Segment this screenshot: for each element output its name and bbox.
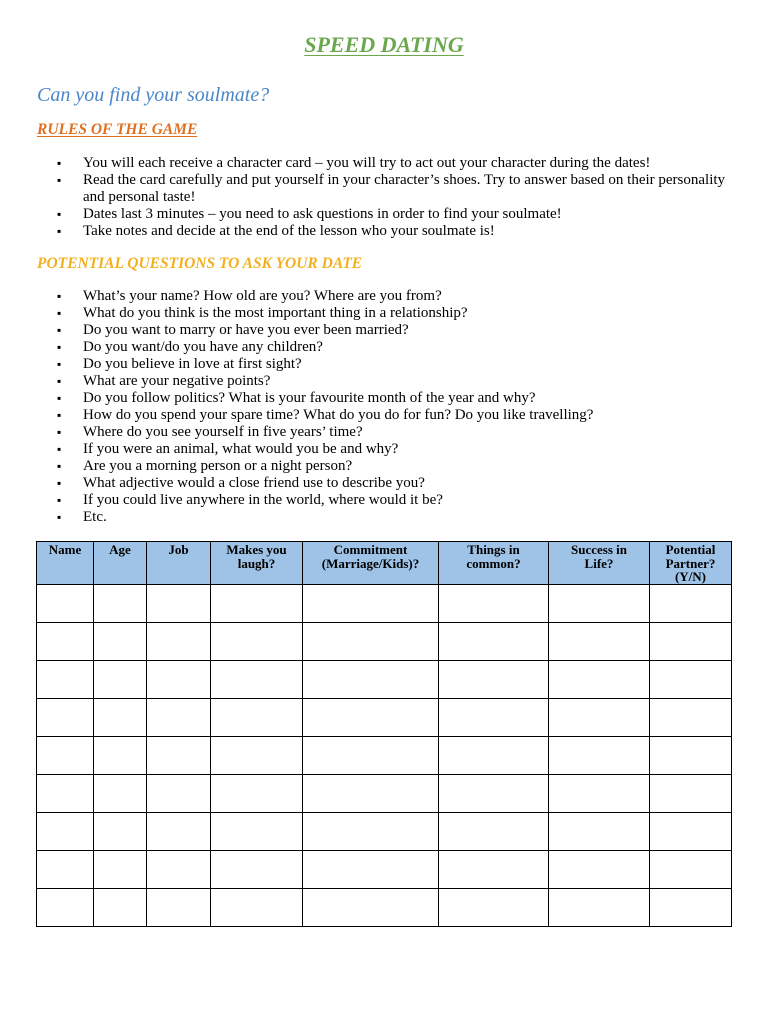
questions-item-text: What are your negative points? (83, 373, 271, 389)
table-cell[interactable] (650, 737, 732, 775)
rules-item (57, 172, 737, 206)
rules-item-text: Dates last 3 minutes – you need to ask questions in order to find your soulmate! (83, 206, 562, 222)
rules-item-text: You will each receive a character card – you will try to act out your character during the dates! (83, 155, 651, 171)
table-cell[interactable] (303, 737, 439, 775)
table-cell[interactable] (549, 661, 650, 699)
questions-item (57, 424, 737, 441)
table-cell[interactable] (211, 889, 303, 927)
table-cell[interactable] (94, 775, 147, 813)
bullet-icon: ▪ (57, 493, 62, 507)
table-cell[interactable] (94, 851, 147, 889)
table-cell[interactable] (549, 851, 650, 889)
table-cell[interactable] (650, 889, 732, 927)
table-cell[interactable] (94, 585, 147, 623)
table-cell[interactable] (439, 623, 549, 661)
column-header (94, 542, 147, 585)
questions-item-text: Are you a morning person or a night person? (83, 458, 353, 474)
column-header (147, 542, 211, 585)
table-cell[interactable] (650, 585, 732, 623)
bullet-icon: ▪ (57, 476, 62, 490)
bullet-icon: ▪ (57, 391, 62, 405)
questions-item-text: Do you want/do you have any children? (83, 339, 323, 355)
bullet-icon: ▪ (57, 289, 62, 303)
table-cell[interactable] (650, 775, 732, 813)
table-cell[interactable] (37, 661, 94, 699)
questions-item (57, 407, 737, 424)
table-cell[interactable] (650, 813, 732, 851)
table-cell[interactable] (549, 737, 650, 775)
column-header-line: laugh? (237, 555, 276, 571)
column-header (211, 542, 303, 585)
bullet-icon: ▪ (57, 306, 62, 320)
table-cell[interactable] (439, 889, 549, 927)
table-cell[interactable] (211, 623, 303, 661)
bullet-icon: ▪ (57, 408, 62, 422)
table-cell[interactable] (303, 585, 439, 623)
table-row (37, 889, 732, 927)
questions-list (57, 288, 737, 526)
table-cell[interactable] (94, 623, 147, 661)
table-cell[interactable] (650, 851, 732, 889)
bullet-icon: ▪ (57, 459, 62, 473)
bullet-icon: ▪ (57, 224, 62, 238)
rules-heading: RULES OF THE GAME (37, 121, 198, 138)
questions-item (57, 339, 737, 356)
table-cell[interactable] (211, 775, 303, 813)
table-cell[interactable] (549, 623, 650, 661)
column-header (439, 542, 549, 585)
table-cell[interactable] (211, 851, 303, 889)
rules-item (57, 155, 737, 172)
bullet-icon: ▪ (57, 510, 62, 524)
bullet-icon: ▪ (57, 442, 62, 456)
column-header-line: Things in (467, 542, 520, 557)
questions-item (57, 322, 737, 339)
column-header-line: Life? (584, 555, 614, 571)
table-cell[interactable] (211, 661, 303, 699)
table-cell[interactable] (37, 737, 94, 775)
table-cell[interactable] (94, 661, 147, 699)
table-cell[interactable] (549, 699, 650, 737)
table-cell[interactable] (147, 851, 211, 889)
column-header (303, 542, 439, 585)
table-cell[interactable] (94, 699, 147, 737)
bullet-icon: ▪ (57, 173, 62, 187)
table-cell[interactable] (211, 585, 303, 623)
bullet-icon: ▪ (57, 425, 62, 439)
questions-item (57, 475, 737, 492)
bullet-icon: ▪ (57, 323, 62, 337)
page-subtitle: Can you find your soulmate? (37, 84, 270, 106)
column-header (549, 542, 650, 585)
table-cell[interactable] (439, 813, 549, 851)
table-cell[interactable] (211, 737, 303, 775)
questions-item (57, 441, 737, 458)
rules-list (57, 155, 737, 240)
questions-item-text: If you were an animal, what would you be and why? (83, 441, 399, 457)
bullet-icon: ▪ (57, 357, 62, 371)
table-row (37, 623, 732, 661)
table-cell[interactable] (211, 699, 303, 737)
table-row (37, 737, 732, 775)
table-cell[interactable] (439, 661, 549, 699)
column-header-line: Name (48, 542, 82, 557)
questions-item (57, 492, 737, 509)
table-cell[interactable] (94, 813, 147, 851)
table-cell[interactable] (37, 775, 94, 813)
table-cell[interactable] (37, 699, 94, 737)
table-row (37, 851, 732, 889)
table-cell[interactable] (650, 661, 732, 699)
table-cell[interactable] (147, 585, 211, 623)
table-cell[interactable] (94, 737, 147, 775)
table-cell[interactable] (650, 623, 732, 661)
questions-item (57, 305, 737, 322)
table-cell[interactable] (303, 699, 439, 737)
column-header-line: Job (168, 542, 189, 557)
column-header-line: Makes you (226, 542, 287, 557)
table-cell[interactable] (303, 889, 439, 927)
bullet-icon: ▪ (57, 340, 62, 354)
rules-item-text: Read the card carefully and put yourself in your character’s shoes. Try to answer based on their personality and personal taste! (83, 172, 726, 205)
table-cell[interactable] (439, 699, 549, 737)
table-cell[interactable] (549, 775, 650, 813)
table-cell[interactable] (549, 585, 650, 623)
table-cell[interactable] (439, 851, 549, 889)
table-cell[interactable] (147, 889, 211, 927)
table-cell[interactable] (37, 851, 94, 889)
column-header-line: common? (466, 555, 521, 571)
questions-item (57, 390, 737, 407)
questions-item-text: If you could live anywhere in the world, where would it be? (83, 492, 443, 508)
column-header-line: Commitment (333, 542, 408, 557)
table-cell[interactable] (37, 623, 94, 661)
bullet-icon: ▪ (57, 156, 62, 170)
speed-dating-notes-table (36, 541, 732, 927)
rules-item (57, 223, 737, 240)
questions-item-text: What adjective would a close friend use to describe you? (83, 475, 425, 491)
table-cell[interactable] (439, 737, 549, 775)
table-cell[interactable] (439, 585, 549, 623)
table-cell[interactable] (303, 661, 439, 699)
questions-item-text: Do you follow politics? What is your favourite month of the year and why? (83, 390, 536, 406)
table-cell[interactable] (147, 623, 211, 661)
table-cell[interactable] (439, 775, 549, 813)
table-cell[interactable] (549, 813, 650, 851)
table-row (37, 585, 732, 623)
questions-item (57, 509, 737, 526)
table-cell[interactable] (37, 813, 94, 851)
table-cell[interactable] (37, 585, 94, 623)
column-header (37, 542, 94, 585)
questions-item-text: Where do you see yourself in five years’ time? (83, 424, 363, 440)
table-row (37, 661, 732, 699)
table-cell[interactable] (650, 699, 732, 737)
page-title: SPEED DATING (304, 32, 464, 57)
column-header-line: Age (109, 542, 131, 557)
table-cell[interactable] (549, 889, 650, 927)
table-body (37, 585, 732, 927)
table-cell[interactable] (303, 813, 439, 851)
column-header-line: (Y/N) (674, 569, 707, 584)
column-header-line: Potential (665, 542, 716, 557)
rules-item-text: Take notes and decide at the end of the lesson who your soulmate is! (83, 223, 495, 239)
column-header-line: Partner? (665, 555, 716, 571)
table-header-row (37, 542, 732, 585)
column-header-line: Success in (571, 542, 627, 557)
questions-item-text: Do you want to marry or have you ever been married? (83, 322, 409, 338)
questions-item (57, 373, 737, 390)
table-cell[interactable] (147, 813, 211, 851)
questions-item-text: Do you believe in love at first sight? (83, 356, 302, 372)
table-cell[interactable] (147, 737, 211, 775)
questions-item (57, 458, 737, 475)
table-row (37, 775, 732, 813)
column-header-line: (Marriage/Kids)? (321, 555, 420, 571)
questions-heading: POTENTIAL QUESTIONS TO ASK YOUR DATE (37, 255, 363, 272)
bullet-icon: ▪ (57, 207, 62, 221)
table-cell[interactable] (147, 661, 211, 699)
rules-item (57, 206, 737, 223)
table-cell[interactable] (94, 889, 147, 927)
table-row (37, 699, 732, 737)
questions-item-text: What do you think is the most important thing in a relationship? (83, 305, 468, 321)
bullet-icon: ▪ (57, 374, 62, 388)
table-cell[interactable] (147, 699, 211, 737)
column-header (650, 542, 732, 585)
table-cell[interactable] (37, 889, 94, 927)
questions-item-text: How do you spend your spare time? What do you do for fun? Do you like travelling? (83, 407, 594, 423)
table-cell[interactable] (303, 851, 439, 889)
table-cell[interactable] (303, 623, 439, 661)
questions-item-text: What’s your name? How old are you? Where are you from? (83, 288, 442, 304)
table-cell[interactable] (211, 813, 303, 851)
table-cell[interactable] (147, 775, 211, 813)
table-cell[interactable] (303, 775, 439, 813)
questions-item (57, 356, 737, 373)
questions-item-text: Etc. (83, 509, 107, 525)
questions-item (57, 288, 737, 305)
table-row (37, 813, 732, 851)
